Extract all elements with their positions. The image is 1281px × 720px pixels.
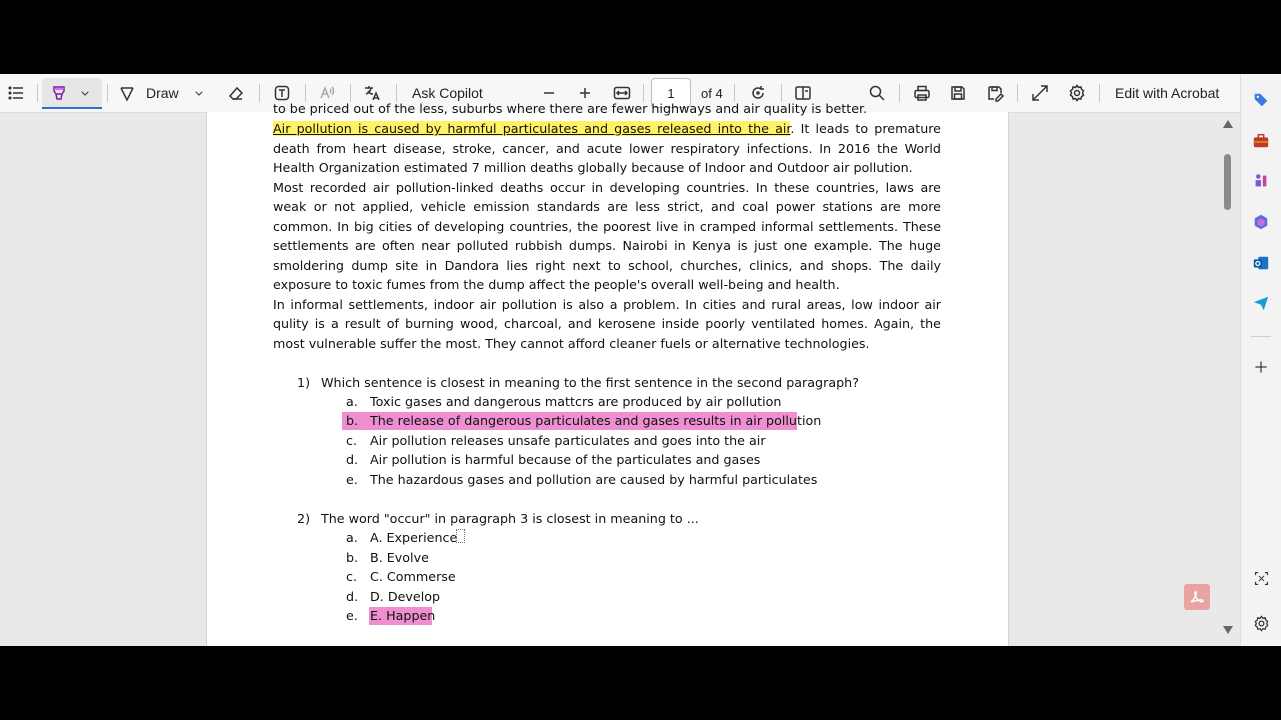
- passage: [273, 119, 941, 353]
- outlook-icon[interactable]: [1251, 253, 1271, 273]
- yellow-highlight[interactable]: Air pollution is caused by harmful particulates and gases released into the air: [273, 121, 791, 136]
- toolbar-divider: [1099, 84, 1100, 102]
- q1-option-b: The release of dangerous particulates and gases results in air pollution: [370, 413, 822, 428]
- send-paper-plane-icon[interactable]: [1251, 293, 1271, 313]
- vertical-scrollbar[interactable]: [1219, 114, 1237, 646]
- q2-option-letter: d.: [346, 589, 359, 604]
- page-number-input[interactable]: 1: [651, 78, 691, 108]
- scroll-down-arrow-icon[interactable]: [1223, 626, 1233, 634]
- save-as-icon[interactable]: [984, 74, 1006, 112]
- page-total-label: of 4: [701, 85, 723, 101]
- cutoff-text-line: [273, 99, 941, 119]
- toolbar-divider: [1017, 84, 1018, 102]
- q2-option-b: B. Evolve: [370, 550, 429, 565]
- q1-option-a: Toxic gases and dangerous mattcrs are produced by air pollution: [370, 394, 782, 409]
- question-1-text: Which sentence is closest in meaning to the first sentence in the second paragraph?: [321, 375, 859, 390]
- q2-option-letter: a.: [346, 530, 358, 545]
- q1-option-e: The hazardous gases and pollution are caused by harmful particulates: [370, 472, 818, 487]
- q2-option-letter: b.: [346, 550, 359, 565]
- tag-icon[interactable]: [1251, 90, 1271, 110]
- acrobat-icon[interactable]: [1184, 584, 1210, 610]
- paragraph-2: [273, 119, 941, 178]
- pdf-viewer: [0, 74, 1280, 646]
- scroll-up-arrow-icon[interactable]: [1223, 120, 1233, 128]
- paragraph-4: In informal settlements, indoor air pollution is also a problem. In cities and rural areas, low indoor air qulity is a result of burning wood, charcoal, and kerosene inside poorly ventilated homes. Again, the most vulnerable suffer the most. They cannot afford cleaner fuels or alternative technologies.: [273, 296, 941, 351]
- settings-gear-icon[interactable]: [1066, 74, 1088, 112]
- toolbox-icon[interactable]: [1251, 131, 1271, 151]
- text-cursor-box: [456, 529, 465, 543]
- q2-option-a: A. Experience: [370, 530, 458, 545]
- scrollbar-thumb[interactable]: [1224, 154, 1231, 210]
- games-chess-icon[interactable]: [1251, 171, 1271, 191]
- question-2-number: 2): [297, 511, 311, 526]
- draw-button[interactable]: Draw: [146, 85, 179, 101]
- document-page: [206, 101, 1009, 646]
- sidebar-settings-gear-icon[interactable]: [1251, 613, 1271, 633]
- cutoff-paragraph: to be priced out of the less, suburbs where there are fewer highways and air quality is better.: [273, 101, 868, 116]
- q2-option-e: E. Happen: [370, 608, 436, 623]
- screenshot-capture-icon[interactable]: [1251, 568, 1271, 588]
- sidebar-divider: [1251, 336, 1271, 337]
- highlight-active-indicator: [42, 107, 102, 109]
- question-1-number: 1): [297, 375, 311, 390]
- q2-option-c: C. Commerse: [370, 569, 456, 584]
- q1-option-c: Air pollution releases unsafe particulates and goes into the air: [370, 433, 766, 448]
- edit-with-acrobat-button[interactable]: Edit with Acrobat: [1115, 85, 1220, 101]
- q1-option-letter: e.: [346, 472, 358, 487]
- question-2-text: The word "occur" in paragraph 3 is closest in meaning to ...: [321, 511, 699, 526]
- q2-option-letter: c.: [346, 569, 358, 584]
- paragraph-2-rest: . It leads to premature death from heart disease, stroke, cancer, and acute lower respiratory infections. In 2016 the World Health Organization estimated 7 million deaths globally because of Indoor and Outdoor air pollution.: [273, 121, 941, 175]
- contents-list-icon[interactable]: [4, 74, 28, 112]
- add-plus-icon[interactable]: [1251, 357, 1271, 377]
- q1-option-d: Air pollution is harmful because of the particulates and gases: [370, 452, 761, 467]
- toolbar-divider: [37, 84, 38, 102]
- q1-option-letter: c.: [346, 433, 358, 448]
- browser-sidebar: [1240, 74, 1281, 646]
- q2-option-letter: e.: [346, 608, 358, 623]
- draw-pen-icon[interactable]: [117, 74, 137, 112]
- microsoft-365-icon[interactable]: [1251, 212, 1271, 232]
- q1-option-letter: b.: [346, 413, 359, 428]
- fullscreen-icon[interactable]: [1029, 74, 1051, 112]
- ask-copilot-button[interactable]: Ask Copilot: [412, 85, 483, 101]
- q1-option-letter: d.: [346, 452, 359, 467]
- q2-option-d: D. Develop: [370, 589, 441, 604]
- paragraph-3: Most recorded air pollution-linked deaths occur in developing countries. In these countries, laws are weak or not applied, vehicle emission standards are less strict, and coal power stations are more common. In big cities of developing countries, the poorest live in cramped informal settlements. These settlements are often near polluted rubbish dumps. Nairobi in Kenya is just one example. The huge smoldering dump site in Dandora lies right next to school, churches, clinics, and shops. The daily exposure to toxic fumes from the dump affect the people's overall well-being and health.: [273, 179, 941, 292]
- q1-option-letter: a.: [346, 394, 358, 409]
- eraser-icon[interactable]: [225, 74, 247, 112]
- save-icon[interactable]: [947, 74, 969, 112]
- draw-dropdown-chevron-icon[interactable]: [192, 74, 206, 112]
- toolbar-divider: [107, 84, 108, 102]
- toolbar-divider: [259, 84, 260, 102]
